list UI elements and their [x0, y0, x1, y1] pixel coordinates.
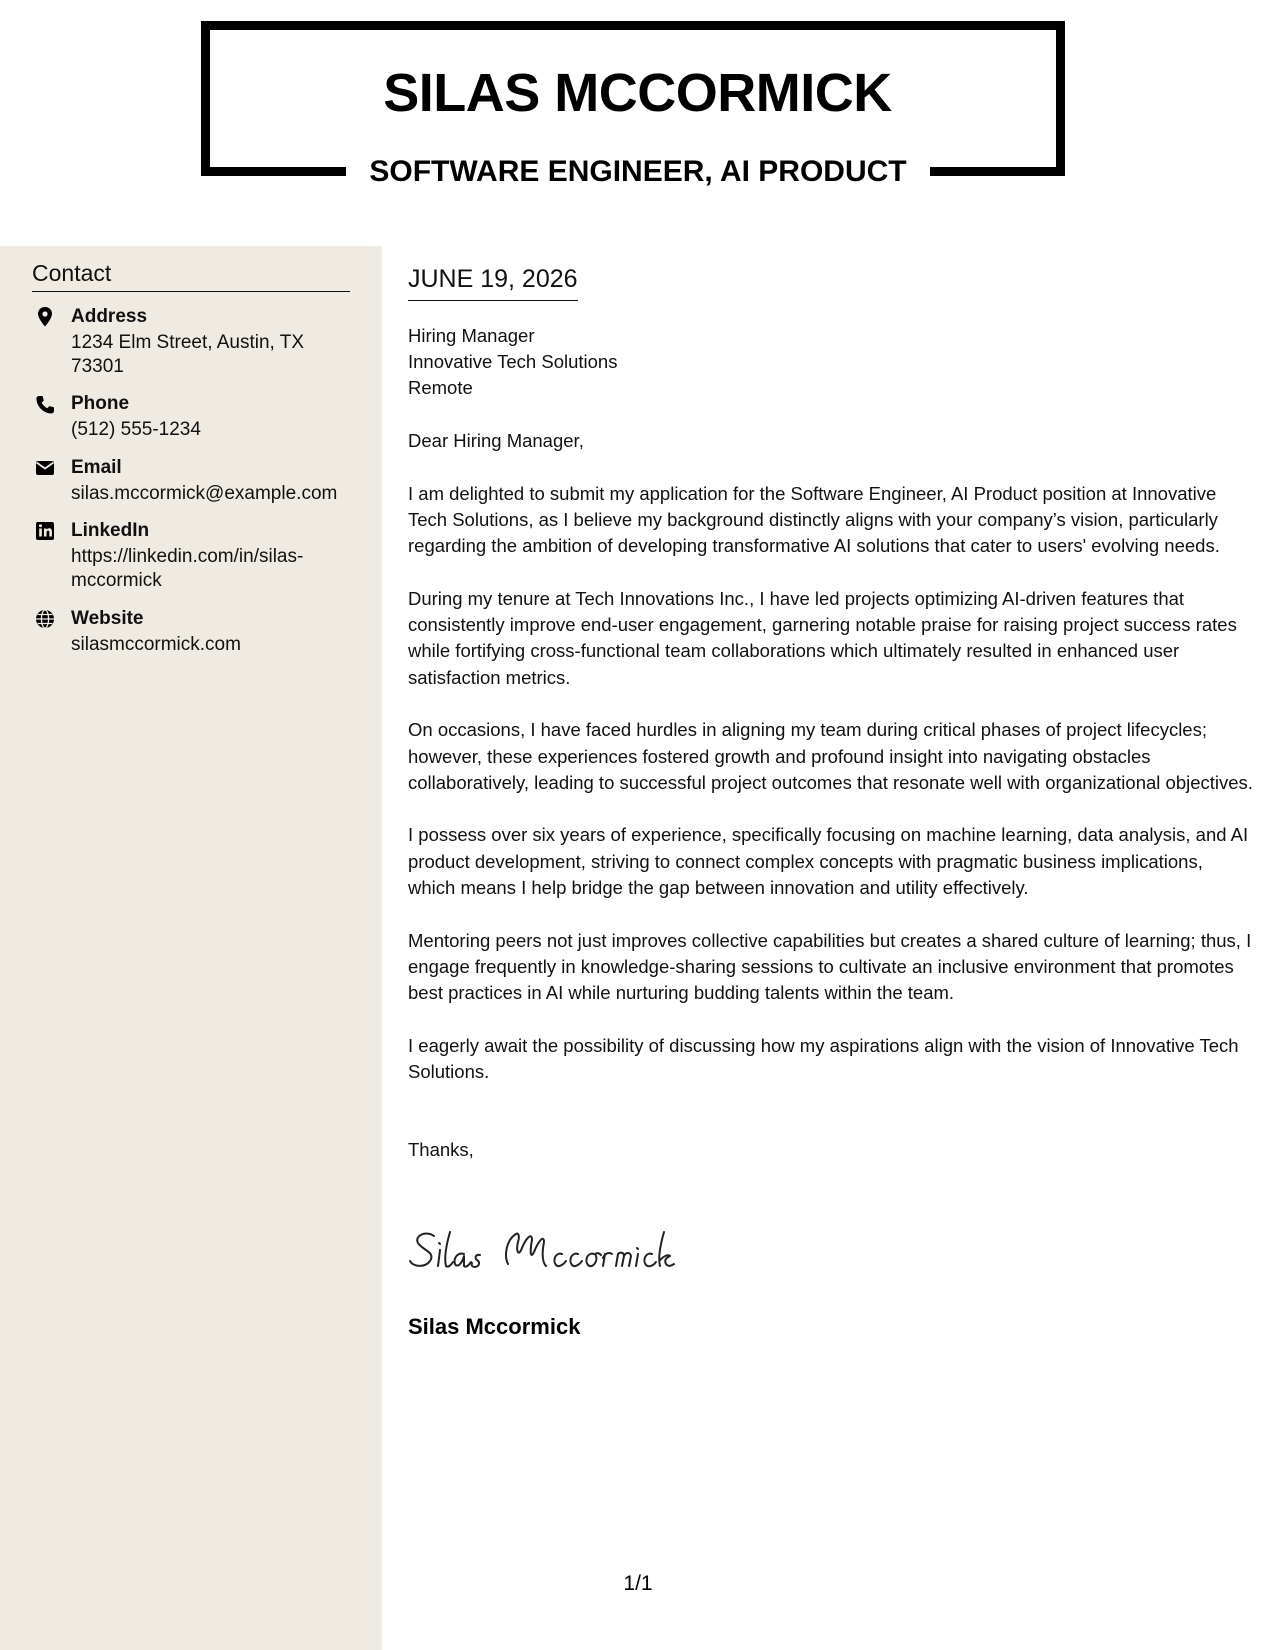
website-label: Website	[71, 608, 144, 629]
paragraph-6: I eagerly await the possibility of discussing how my aspirations align with the vision of Innovative Tech Solutions.	[408, 1034, 1239, 1083]
paragraph-2: During my tenure at Tech Innovations Inc., I have led projects optimizing AI-driven features that consistently improve end-user engagement, garnering notable praise for raising project success rates while fortifying cross-functional team collaborations which ultimately resulted in enhanced user satisfaction metrics.	[408, 587, 1237, 688]
letter-date: JUNE 19, 2026	[408, 265, 578, 301]
applicant-name: SILAS MCCORMICK	[383, 63, 892, 123]
email-label: Email	[71, 457, 122, 478]
letter-body	[408, 428, 1253, 1190]
recipient-company: Innovative Tech Solutions	[408, 351, 618, 372]
linkedin-label: LinkedIn	[71, 520, 150, 541]
contact-heading: Contact	[32, 260, 350, 292]
phone-icon	[34, 394, 56, 416]
job-title: SOFTWARE ENGINEER, AI PRODUCT	[346, 150, 930, 194]
page-number: 1/1	[623, 1572, 653, 1595]
globe-icon	[34, 608, 56, 630]
website-value[interactable]: silasmccormick.com	[71, 634, 241, 655]
paragraph-1: I am delighted to submit my application for the Software Engineer, AI Product position at Innovative Tech Solutions, as I believe my background distinctly aligns with your company’s vision, particularly regarding the ambition of developing transformative AI solutions that cater to users' evolving needs.	[408, 482, 1220, 557]
sidebar	[0, 246, 382, 1650]
address-value: 1234 Elm Street, Austin, TX 73301	[71, 332, 305, 377]
envelope-icon	[34, 457, 56, 479]
map-pin-icon	[34, 306, 56, 328]
recipient-location: Remote	[408, 377, 473, 398]
paragraph-5: Mentoring peers not just improves collective capabilities but creates a shared culture of learning; thus, I engage frequently in knowledge-sharing sessions to cultivate an inclusive environment that promotes best practices in AI while nurturing budding talents within the team.	[408, 929, 1252, 1004]
phone-value: (512) 555-1234	[71, 419, 201, 440]
linkedin-value[interactable]: https://linkedin.com/in/silas-mccormick	[71, 546, 304, 591]
salutation: Dear Hiring Manager,	[408, 430, 584, 451]
paragraph-4: I possess over six years of experience, specifically focusing on machine learning, data analysis, and AI product development, striving to connect complex concepts with pragmatic business implications, which means I help bridge the gap between innovation and utility effectively.	[408, 824, 1249, 899]
signature-name: Silas Mccormick	[408, 1314, 581, 1339]
handwritten-signature	[408, 1226, 678, 1276]
closing: Thanks,	[408, 1139, 474, 1161]
recipient-name: Hiring Manager	[408, 325, 535, 346]
recipient-block	[408, 323, 617, 401]
paragraph-3: On occasions, I have faced hurdles in aligning my team during critical phases of project lifecycles; however, these experiences fostered growth and profound insight into navigating obstacles collaboratively, leading to successful project outcomes that resonate well with organizational objectives.	[408, 719, 1253, 793]
linkedin-icon	[34, 520, 56, 542]
address-label: Address	[71, 306, 148, 327]
phone-label: Phone	[71, 393, 130, 414]
email-value: silas.mccormick@example.com	[71, 483, 338, 504]
